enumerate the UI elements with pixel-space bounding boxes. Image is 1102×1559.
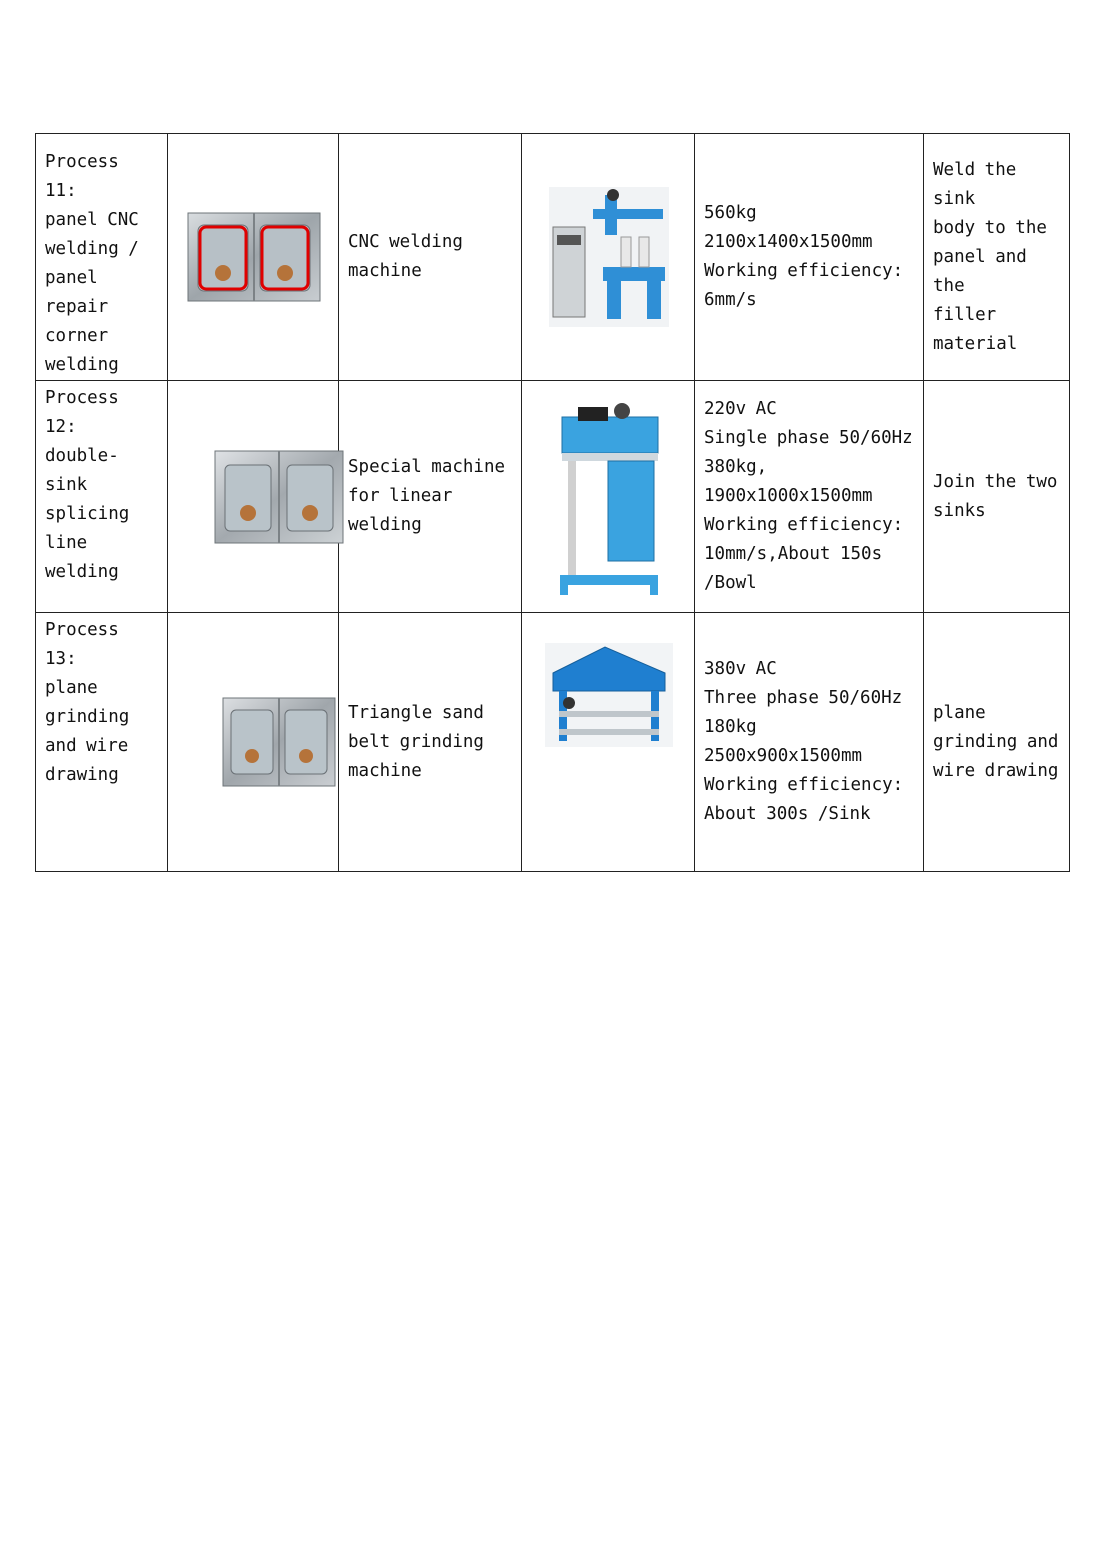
process-text: Process 13: plane grinding and wire drawing	[45, 620, 130, 785]
purpose-cell	[924, 613, 1070, 872]
equipment-text: CNC welding machine	[348, 232, 463, 281]
sink-part-image	[213, 449, 345, 545]
sink-part-image	[221, 696, 337, 788]
equipment-cell	[339, 134, 522, 381]
cnc-welding-machine-image	[549, 187, 669, 327]
table-row	[36, 613, 1070, 872]
table-row	[36, 381, 1070, 613]
purpose-text: plane grinding and wire drawing	[933, 702, 1059, 781]
sand-belt-grinding-machine-image	[545, 643, 673, 747]
specs-text: 560kg 2100x1400x1500mm Working efficiency: 6mm/s	[704, 203, 904, 310]
purpose-text: Join the two sinks	[933, 471, 1058, 521]
specs-cell	[695, 381, 924, 613]
specs-cell	[695, 613, 924, 872]
process-table	[35, 133, 1070, 872]
process-cell	[36, 613, 168, 872]
equipment-text: Triangle sand belt grinding machine	[348, 702, 484, 781]
table-row	[36, 134, 1070, 381]
part-image-cell	[168, 134, 339, 381]
process-cell	[36, 381, 168, 613]
sink-part-image	[186, 209, 322, 305]
equipment-cell	[339, 613, 522, 872]
process-text: Process 12: double-sink splicing line welding	[45, 388, 130, 582]
process-text: Process 11: panel CNC welding / panel repair corner welding	[45, 152, 139, 375]
machine-image-cell	[522, 134, 695, 381]
machine-image-cell	[522, 381, 695, 613]
machine-image-cell	[522, 613, 695, 872]
part-image-cell	[168, 381, 339, 613]
equipment-cell	[339, 381, 522, 613]
process-cell	[36, 134, 168, 381]
specs-cell	[695, 134, 924, 381]
part-image-cell	[168, 613, 339, 872]
specs-text: 220v AC Single phase 50/60Hz 380kg, 1900x1000x1500mm Working efficiency: 10mm/s,About 150s /Bowl	[704, 399, 913, 593]
purpose-cell	[924, 381, 1070, 613]
equipment-text: Special machine for linear welding	[348, 457, 506, 535]
purpose-text: Weld the sink body to the panel and the filler material	[933, 159, 1047, 354]
specs-text: 380v AC Three phase 50/60Hz 180kg 2500x900x1500mm Working efficiency: About 300s /Sink	[704, 659, 904, 824]
purpose-cell	[924, 134, 1070, 381]
linear-welding-machine-image	[554, 397, 664, 597]
